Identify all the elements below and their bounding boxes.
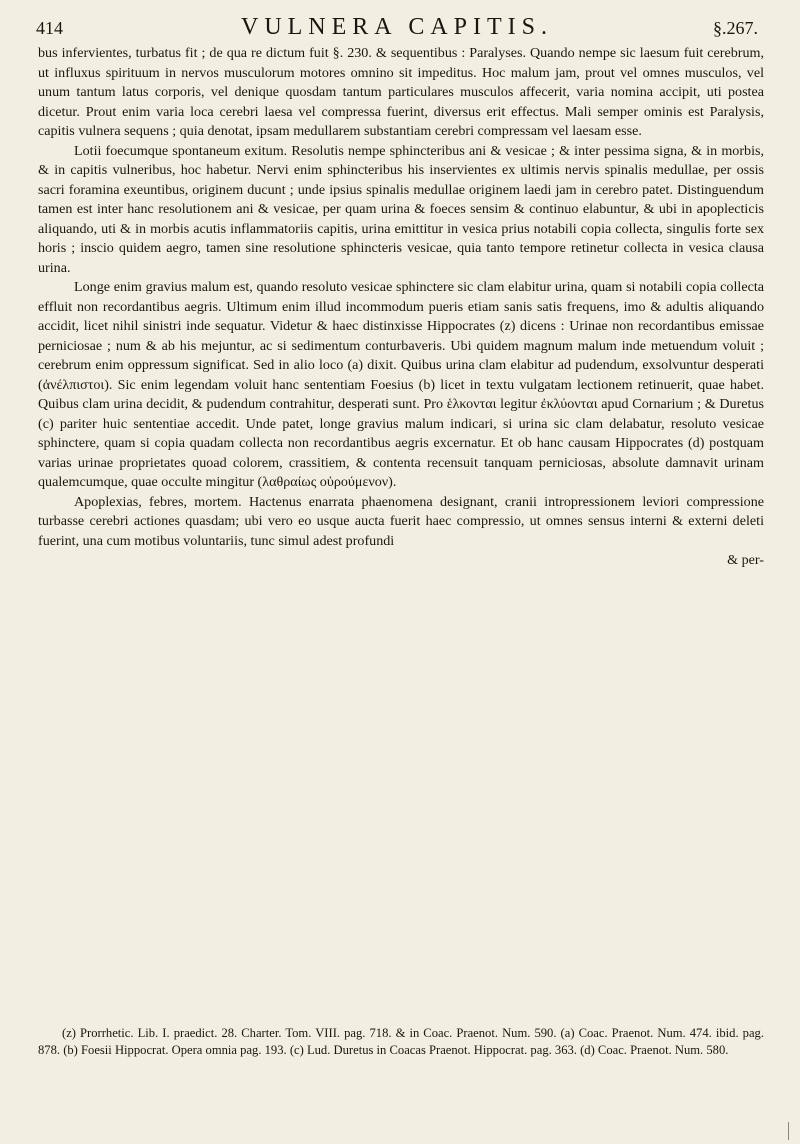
paragraph: bus infervientes, turbatus fit ; de qua re dictum fuit §. 230. & sequentibus : Paralyses. Quando nempe sic laesum fuit cerebrum, ut influxus spirituum in nervos musculorum motores omnino sit impeditus. Hoc malum jam, prout vel omnes musculos, vel unum tantum latus corporis, vel denique quosdam tantum particulares musculos affecerit, varia nomina accipit, uti postea dicetur. Prout enim varia loca cerebri laesa vel compressa fuerint, diversus erit effectus. Mali semper ominis est Paralysis, capitis vulnera sequens ; quia denotat, ipsam medullarem substantiam cerebri compressam vel laesam esse. [38,45,764,139]
running-header [36,8,758,42]
paragraph: Longe enim gravius malum est, quando resoluto vesicae sphinctere sic clam elabitur urina, quam si notabili copia collecta effluit non recordantibus aegris. Ultimum enim illud incommodum pueris etiam sanis satis frequens, imo & adultis aliquando accidit, licet nihil sinistri inde sequatur. Videtur & haec distinxisse Hippocrates (z) dicens : Urinae non recordantibus emissae perniciosae ; num & ab his mejuntur, ac si sedimentum conturbaveris. Ubi quidem magnum malum inde metuendum voluit ; cerebrum enim oppressum significat. Sed in alio loco (a) dixit. Quibus urina clam elabitur ad pudendum, exsolvuntur desperati (ἀνέλπιστοι). Sic enim legendam voluit hanc sententiam Foesius (b) licet in textu vulgatam lectionem retinuerit, quae habet. Quibus clam urina decidit, & pudendum contrahitur, desperati sunt. Pro ἑλκονται legitur ἐκλύονται apud Cornarium ; & Duretus (c) pariter huic sententiae accedit. Unde patet, longe gravius malum indicari, si urina sic clam delabatur, resoluto vesicae sphinctere, quam si copia quadam collecta non recordantibus aegris excernatur. Et ob hanc causam Hippocrates (d) postquam varias urinae proprietates quoad colorem, crassitiem, & contenta recensuit tanquam perniciosas, absolute damnavit urinam qualemcumque, quae occulte mingitur (λαθραίως οὐρούμενον). [38,279,764,490]
footnotes [38,1025,764,1059]
footnote: (z) Prorrhetic. Lib. I. praedict. 28. Charter. Tom. VIII. pag. 718. & in Coac. Praenot. Num. 590. (a) Coac. Praenot. Num. 474. ibid. pag. 878. (b) Foesii Hippocrat. Opera omnia pag. 193. (c) Lud. Duretus in Coacas Praenot. Hippocrat. pag. 363. (d) Coac. Praenot. Num. 580. [38,1026,764,1057]
edge-mark [788,1122,789,1140]
section-mark: §.267. [713,18,758,38]
paragraph: Lotii foecumque spontaneum exitum. Resolutis nempe sphincteribus ani & vesicae ; & inter pessima signa, & in morbis, & in capitis vulneribus, hoc habetur. Nervi enim sphincteribus his inservientes ex ultimis nervis spinalis medullae, per ossis sacri foramina exeuntibus, originem ducunt ; unde ipsius spinalis medullae originem laedi jam in cerebro patet. Distinguendum tamen est inter hanc resolutionem ani & vesicae, per quam urina & foeces sensim & continuo elabuntur, & ubi in apoplecticis aliquando, uti & in morbis acutis inflammatoriis capitis, urina emittitur in vesica prius notabili copia collecta, singulis forte sex horis ; insciо quidem aegro, tamen sine resolutione sphincteris vesicae, quia tanto tempore retinetur collecta in vesica clausa urina. [38,142,764,276]
paragraph: Apoplexias, febres, mortem. Hactenus enarrata phaenomena designant, cranii intropressionem leviori compressione turbasse cerebri actiones quasdam; ubi vero eo usque aucta fuerit haec compressio, ut omnes sensus interni & externi deleti fuerint, una cum motibus voluntariis, tunc simul adest profundi [38,493,764,549]
running-title: VULNERA CAPITIS. [240,14,553,40]
catchword: & per- [727,552,764,568]
main-text [38,44,764,571]
page-number: 414 [36,18,63,38]
